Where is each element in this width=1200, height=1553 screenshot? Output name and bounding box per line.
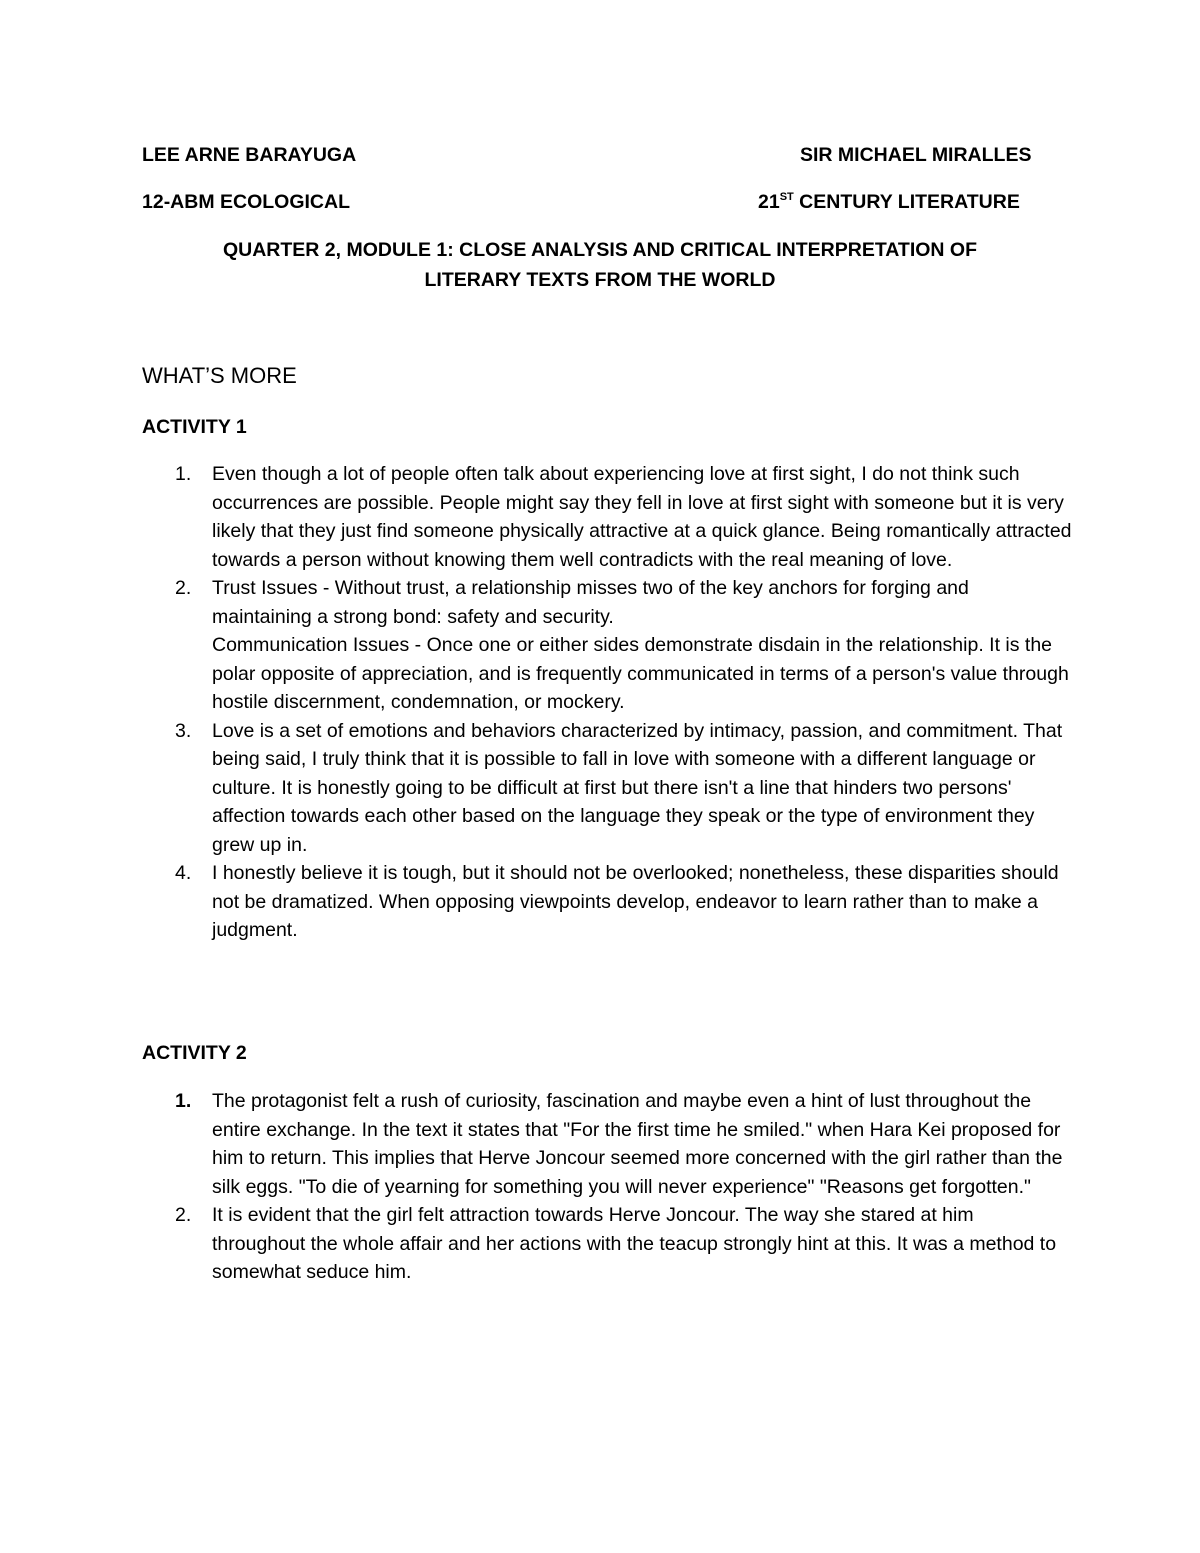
- activity-1-list: [0, 460, 1200, 945]
- list-item-number: 2.: [175, 577, 192, 599]
- list-item-number: 2.: [175, 1204, 192, 1226]
- list-item-text: Trust Issues - Without trust, a relationship misses two of the key anchors for forging and maintaining a strong bond: safety and security.: [212, 577, 969, 628]
- subject-rest: CENTURY LITERATURE: [793, 191, 1020, 213]
- section-heading: WHAT’S MORE: [142, 363, 297, 388]
- list-item-text: The protagonist felt a rush of curiosity, fascination and maybe even a hint of lust throughout the entire exchange. In the text it states that "For the first time he smiled." when Hara Kei proposed for him to return. This implies that Herve Joncour seemed more concerned with the girl rather than the silk eggs. "To die of yearning for something you will never experience" "Reasons get forgotten.": [212, 1090, 1063, 1198]
- list-item: [0, 574, 1072, 717]
- module-title-line-1: QUARTER 2, MODULE 1: CLOSE ANALYSIS AND CRITICAL INTERPRETATION OF: [222, 239, 978, 261]
- subject-name: [758, 190, 1020, 217]
- list-item-text: Even though a lot of people often talk about experiencing love at first sight, I do not think such occurrences are possible. People might say they fell in love at first sight with someone but it is very likely that they just find someone physically attractive at a quick glance. Being romantically attracted towards a person without knowing them well contradicts with the real meaning of love.: [212, 463, 1072, 571]
- activity-1-heading: ACTIVITY 1: [142, 416, 247, 438]
- student-name: LEE ARNE BARAYUGA: [142, 144, 357, 166]
- list-item-number: 1.: [175, 1090, 192, 1112]
- list-item-text: It is evident that the girl felt attraction towards Herve Joncour. The way she stared at him throughout the whole affair and her actions with the teacup strongly hint at this. It was a method to somewhat seduce him.: [212, 1204, 1057, 1283]
- list-item: [0, 859, 1072, 945]
- module-title-line-2: LITERARY TEXTS FROM THE WORLD: [424, 269, 776, 291]
- subject-prefix: 21: [758, 191, 780, 213]
- teacher-name: SIR MICHAEL MIRALLES: [800, 144, 1032, 166]
- list-item: [0, 460, 1072, 574]
- activity-2-heading: ACTIVITY 2: [142, 1042, 247, 1064]
- module-title: [140, 235, 1060, 295]
- list-item-number: 4.: [175, 862, 192, 884]
- activity-2-list: [0, 1087, 1200, 1287]
- list-item-text: Love is a set of emotions and behaviors characterized by intimacy, passion, and commitment. That being said, I truly think that it is possible to fall in love with someone with a different language or culture. It is honestly going to be difficult at first but there isn't a line that hinders two persons' affection towards each other based on the language they speak or the type of environment they grew up in.: [212, 719, 1063, 856]
- list-item-number: 3.: [175, 719, 192, 742]
- list-item-text: I honestly believe it is tough, but it should not be overlooked; nonetheless, these disparities should not be dramatized. When opposing viewpoints develop, endeavor to learn rather than to make a judgment.: [212, 862, 1059, 941]
- subject-superscript: ST: [779, 191, 794, 203]
- class-section: 12-ABM ECOLOGICAL: [142, 191, 351, 213]
- list-item-number: 1.: [175, 463, 192, 485]
- list-item-text-continued: Communication Issues - Once one or either sides demonstrate disdain in the relationship. It is the polar opposite of appreciation, and is frequently communicated in terms of a person's value through hostile discernment, condemnation, or mockery.: [212, 634, 1069, 713]
- list-item: [0, 1087, 1072, 1201]
- list-item: [0, 717, 1072, 860]
- list-item: [0, 1201, 1072, 1287]
